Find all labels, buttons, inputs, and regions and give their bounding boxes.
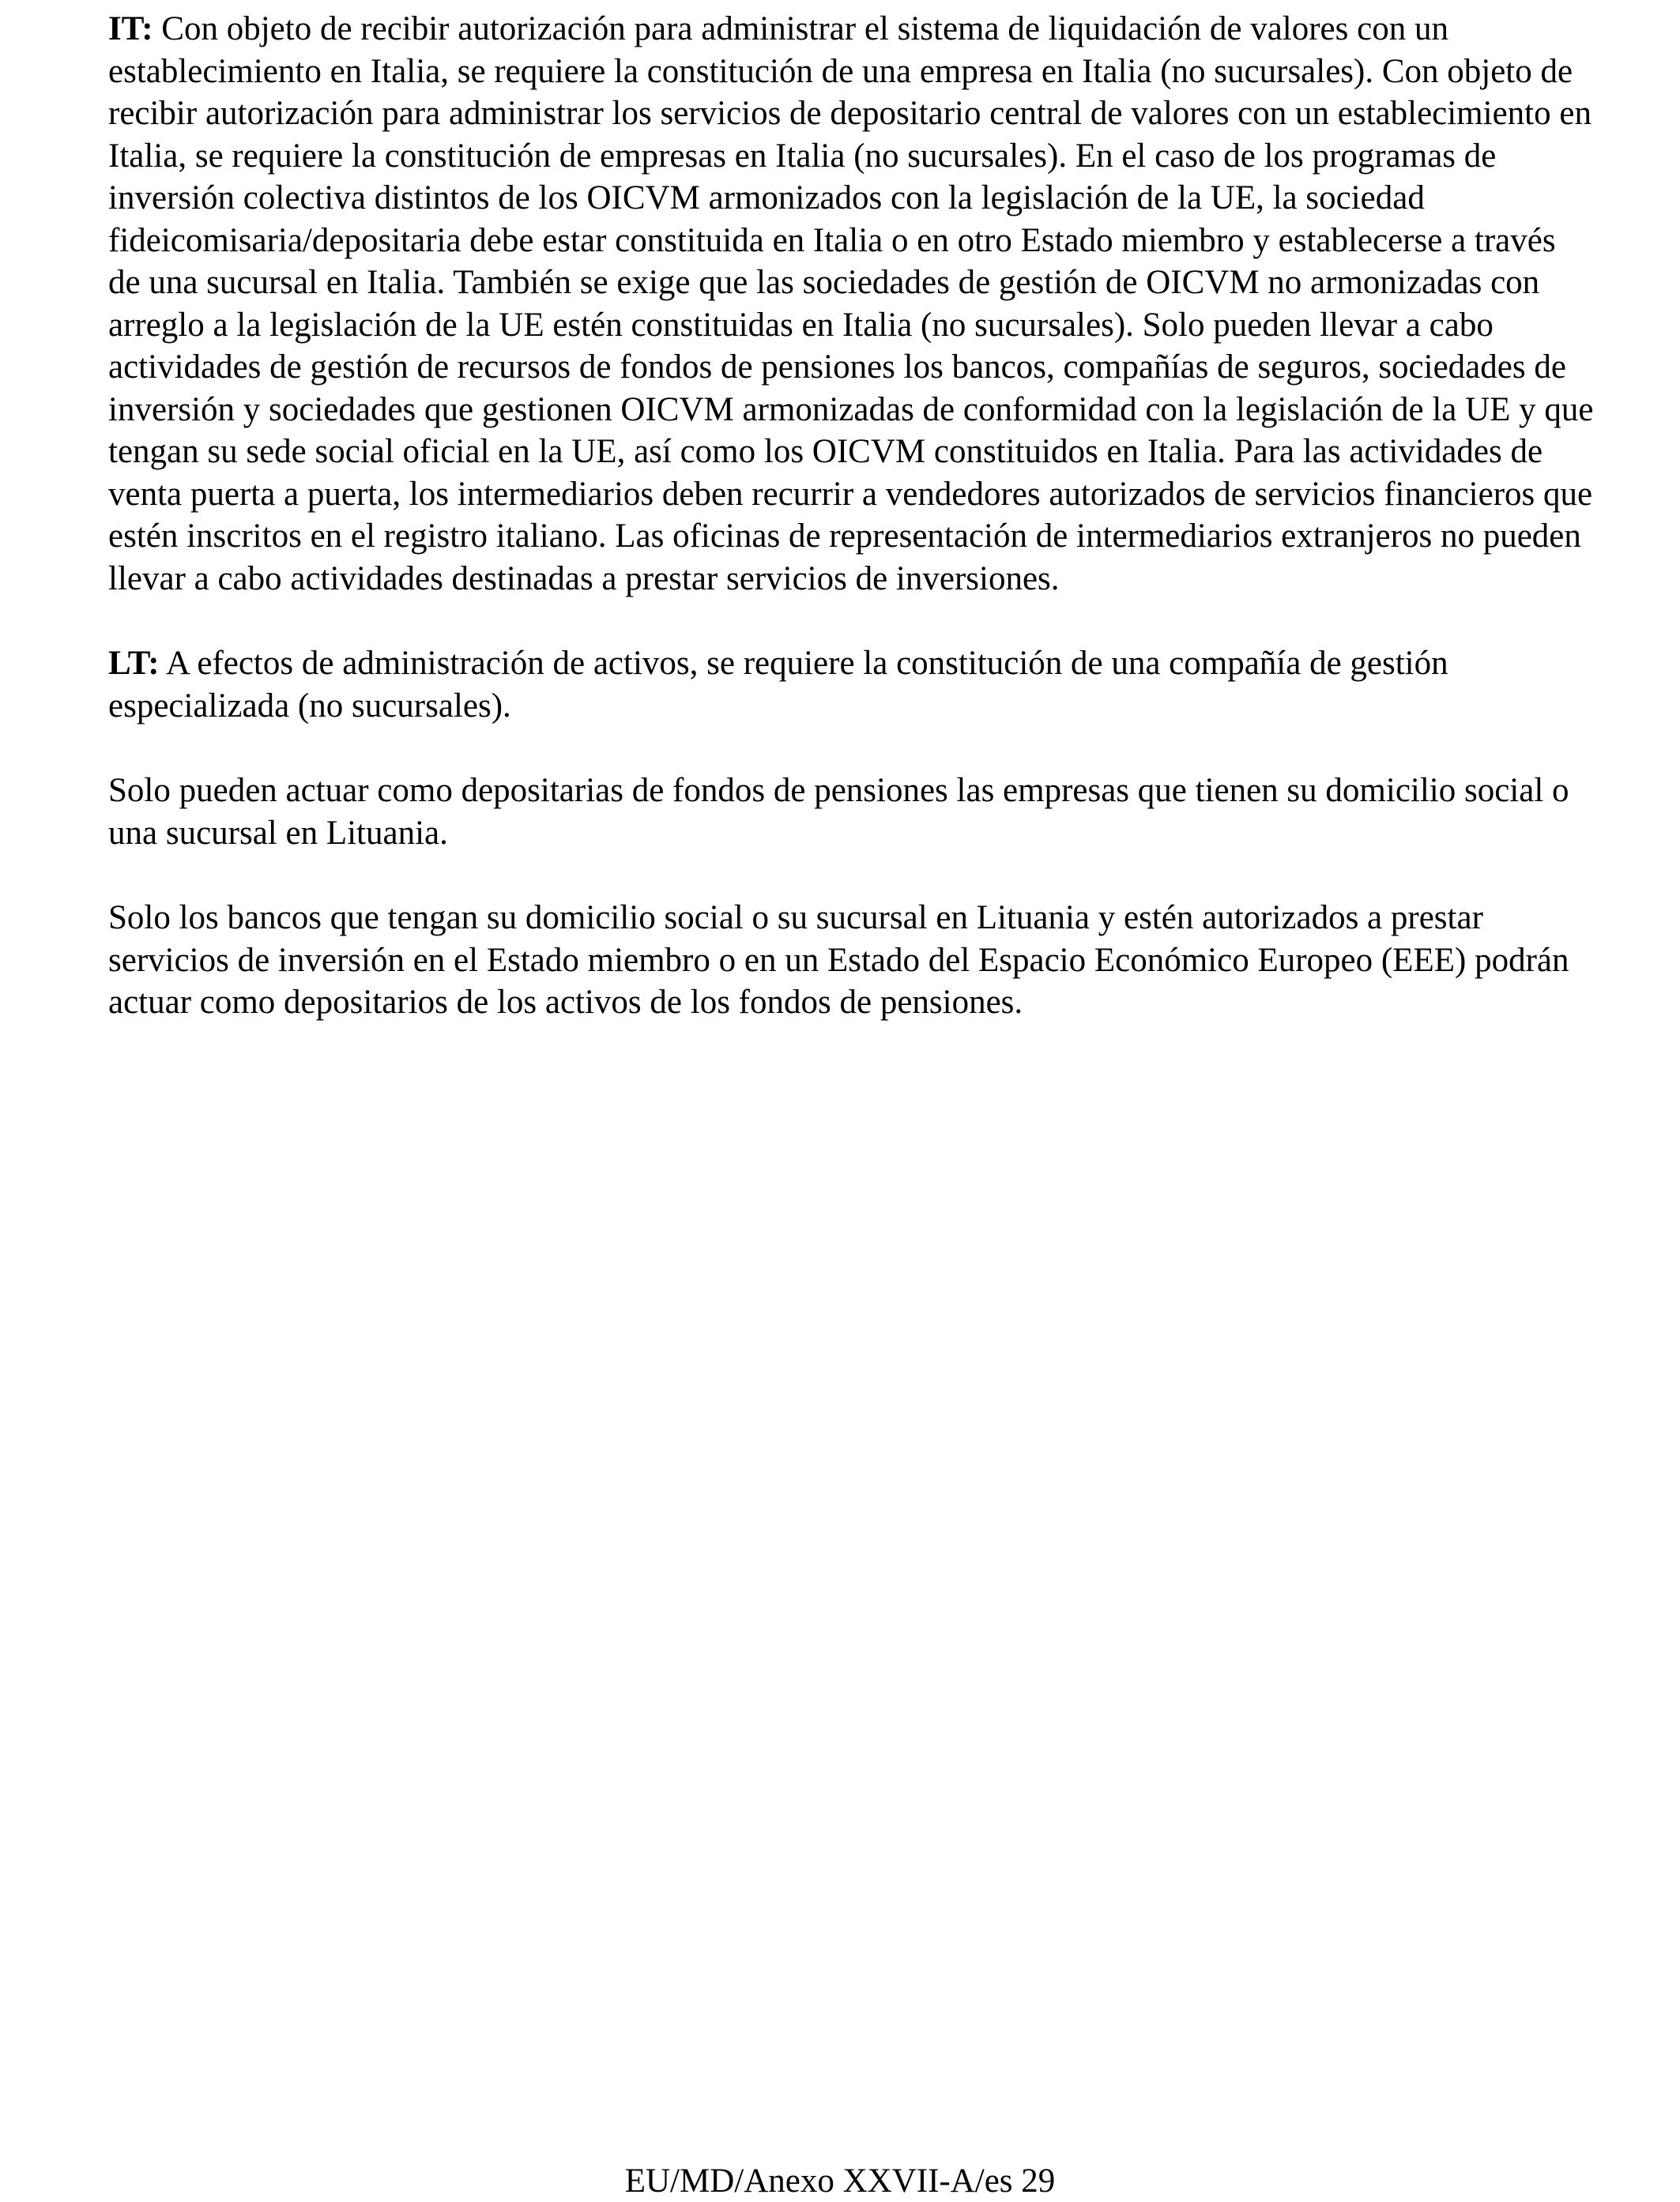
paragraph-lt-pension-depositaries — [108, 770, 1594, 854]
country-code-it: IT: — [108, 10, 153, 47]
country-code-lt: LT: — [108, 645, 160, 682]
paragraph-lt — [108, 642, 1594, 727]
page-footer: EU/MD/Anexo XXVII-A/es 29 — [624, 2162, 1056, 2200]
paragraph-text: Solo los bancos que tengan su domicilio social o su sucursal en Lituania y estén autorizados a prestar servicios de inversión en el Estado miembro o en un Estado del Espacio Económico Europeo (EEE) podrán actuar como depositarios de los activos de los fondos de pensiones. — [108, 899, 1569, 1021]
paragraph-lt-banks — [108, 897, 1594, 1024]
document-body — [108, 8, 1594, 1067]
paragraph-text: A efectos de administración de activos, se requiere la constitución de una compañía de gestión especializada (no sucursales). — [108, 645, 1448, 725]
paragraph-it — [108, 8, 1594, 600]
paragraph-text: Solo pueden actuar como depositarias de fondos de pensiones las empresas que tienen su domicilio social o una sucursal en Lituania. — [108, 772, 1569, 852]
paragraph-text: Con objeto de recibir autorización para administrar el sistema de liquidación de valores con un establecimiento en Italia, se requiere la constitución de una empresa en Italia (no sucursales). Con objeto de recibir autorización para administrar los servicios de depositario central de valores con un establecimiento en Italia, se requiere la constitución de empresas en Italia (no sucursales). En el caso de los programas de inversión colectiva distintos de los OICVM armonizados con la legislación de la UE, la sociedad fideicomisaria/depositaria debe estar constituida en Italia o en otro Estado miembro y establecerse a través de una sucursal en Italia. También se exige que las sociedades de gestión de OICVM no armonizadas con arreglo a la legislación de la UE estén constituidas en Italia (no sucursales). Solo pueden llevar a cabo actividades de gestión de recursos de fondos de pensiones los bancos, compañías de seguros, sociedades de inversión y sociedades que gestionen OICVM armonizadas de conformidad con la legislación de la UE y que tengan su sede social oficial en la UE, así como los OICVM constituidos en Italia. Para las actividades de venta puerta a puerta, los intermediarios deben recurrir a vendedores autorizados de servicios financieros que estén inscritos en el registro italiano. Las oficinas de representación de intermediarios extranjeros no pueden llevar a cabo actividades destinadas a prestar servicios de inversiones. — [108, 10, 1594, 597]
